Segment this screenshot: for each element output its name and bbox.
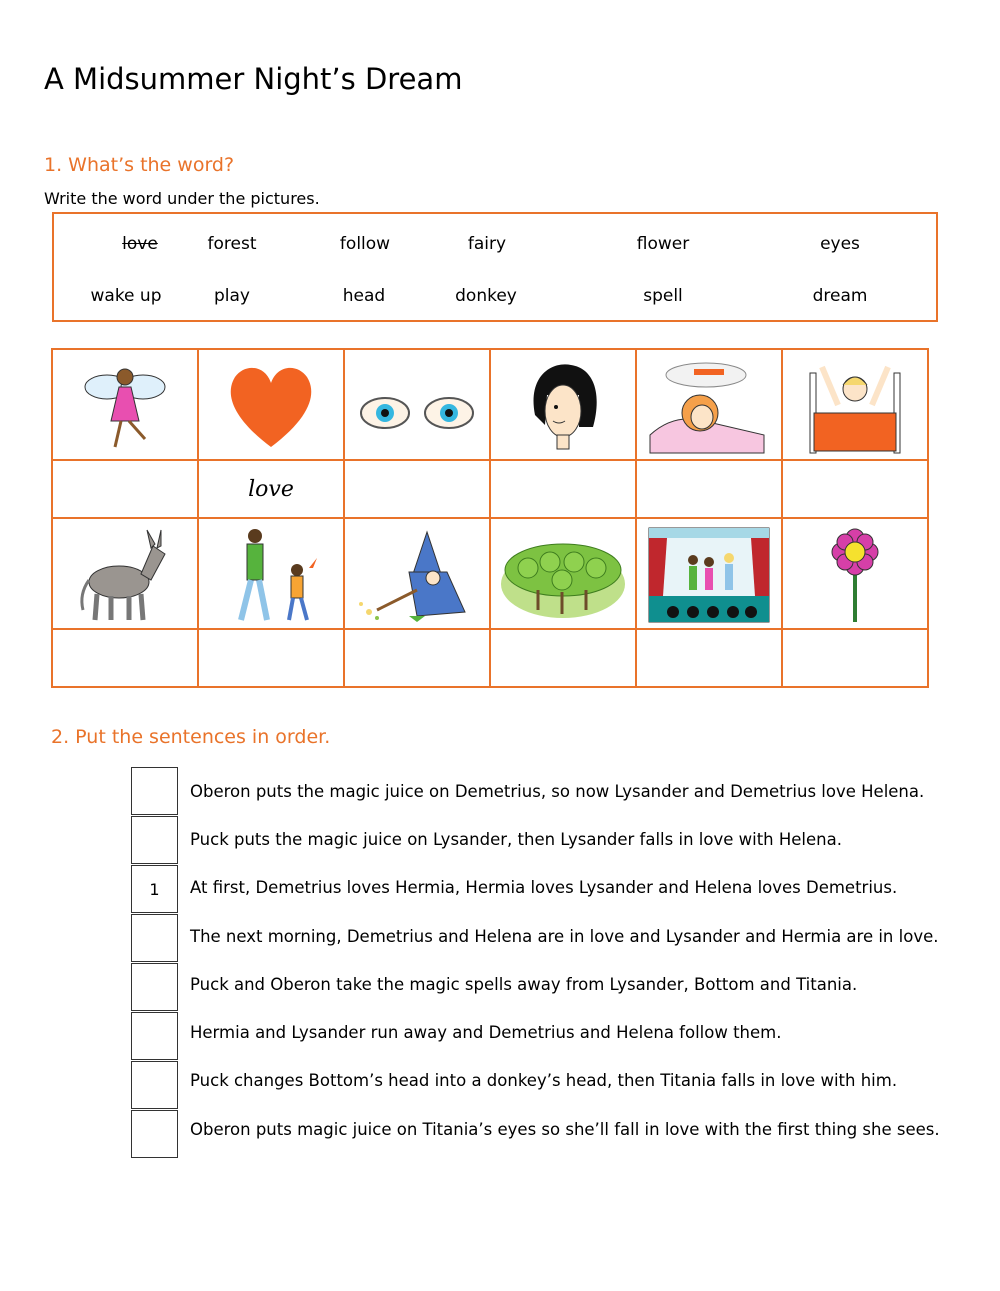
answer-cell[interactable] — [636, 460, 782, 518]
picture-cell — [198, 349, 344, 460]
word-bank-word: spell — [643, 286, 683, 306]
word-bank-word: dream — [812, 286, 868, 306]
order-box[interactable] — [131, 963, 178, 1011]
word-bank-word: flower — [636, 234, 690, 254]
answer-cell[interactable] — [344, 460, 490, 518]
word-bank-word: forest — [207, 234, 257, 254]
answer-cell[interactable] — [782, 460, 928, 518]
order-box[interactable] — [131, 1061, 178, 1109]
word-bank-word: love — [122, 234, 158, 254]
page-title: A Midsummer Night’s Dream — [44, 62, 463, 96]
heart-picture — [221, 355, 321, 455]
fairy-picture — [75, 355, 175, 455]
word-bank-word: wake up — [90, 286, 162, 306]
order-box[interactable]: 1 — [131, 865, 178, 913]
answer-cell[interactable] — [782, 629, 928, 687]
order-box[interactable] — [131, 914, 178, 962]
word-bank-word: fairy — [467, 234, 507, 254]
sentence-text: Hermia and Lysander run away and Demetrius and Helena follow them. — [190, 1023, 782, 1042]
answer-cell[interactable] — [636, 629, 782, 687]
flower-picture — [805, 524, 905, 624]
instruction: Write the word under the pictures. — [44, 189, 320, 208]
picture-cell — [198, 518, 344, 629]
section1-heading: 1. What’s the word? — [44, 154, 235, 176]
answer-text: love — [248, 476, 294, 502]
donkey-picture — [75, 524, 175, 624]
order-box[interactable] — [131, 767, 178, 815]
answer-cell[interactable] — [344, 629, 490, 687]
picture-cell — [636, 518, 782, 629]
answer-cell[interactable] — [198, 629, 344, 687]
order-box[interactable] — [131, 1110, 178, 1158]
picture-cell — [344, 349, 490, 460]
order-box[interactable] — [131, 1012, 178, 1060]
answer-cell[interactable] — [52, 460, 198, 518]
word-bank — [52, 212, 938, 322]
dream-picture — [644, 355, 774, 455]
word-bank-word: eyes — [820, 234, 860, 254]
answer-cell[interactable] — [490, 460, 636, 518]
wake-up-picture — [800, 355, 910, 455]
word-bank-word: follow — [339, 234, 391, 254]
sentence-text: Oberon puts magic juice on Titania’s eyes so she’ll fall in love with the first thing she sees. — [190, 1120, 940, 1139]
picture-cell — [344, 518, 490, 629]
picture-cell — [490, 349, 636, 460]
order-box[interactable] — [131, 816, 178, 864]
sentence-text: Oberon puts the magic juice on Demetrius, so now Lysander and Demetrius love Helena. — [190, 782, 925, 801]
sentence-text: At first, Demetrius loves Hermia, Hermia loves Lysander and Helena loves Demetrius. — [190, 878, 898, 897]
answer-cell[interactable] — [52, 629, 198, 687]
picture-cell — [782, 349, 928, 460]
answer-cell[interactable] — [490, 629, 636, 687]
picture-cell — [782, 518, 928, 629]
head-picture — [513, 355, 613, 455]
picture-cell — [490, 518, 636, 629]
word-bank-word: head — [342, 286, 386, 306]
follow-picture — [211, 524, 331, 624]
picture-grid — [51, 348, 929, 688]
picture-cell — [52, 518, 198, 629]
word-bank-word: donkey — [455, 286, 517, 306]
sentence-text: Puck and Oberon take the magic spells away from Lysander, Bottom and Titania. — [190, 975, 858, 994]
eyes-picture — [347, 355, 487, 455]
answer-cell[interactable] — [198, 460, 344, 518]
picture-cell — [52, 349, 198, 460]
section2-heading: 2. Put the sentences in order. — [51, 726, 331, 748]
sentence-text: Puck changes Bottom’s head into a donkey’s head, then Titania falls in love with him. — [190, 1071, 898, 1090]
word-bank-word: play — [214, 286, 250, 306]
sentence-text: Puck puts the magic juice on Lysander, then Lysander falls in love with Helena. — [190, 830, 842, 849]
spell-picture — [347, 524, 487, 624]
picture-cell — [636, 349, 782, 460]
play-picture — [647, 524, 771, 624]
forest-picture — [498, 524, 628, 624]
sentence-text: The next morning, Demetrius and Helena are in love and Lysander and Hermia are in love. — [190, 927, 939, 946]
